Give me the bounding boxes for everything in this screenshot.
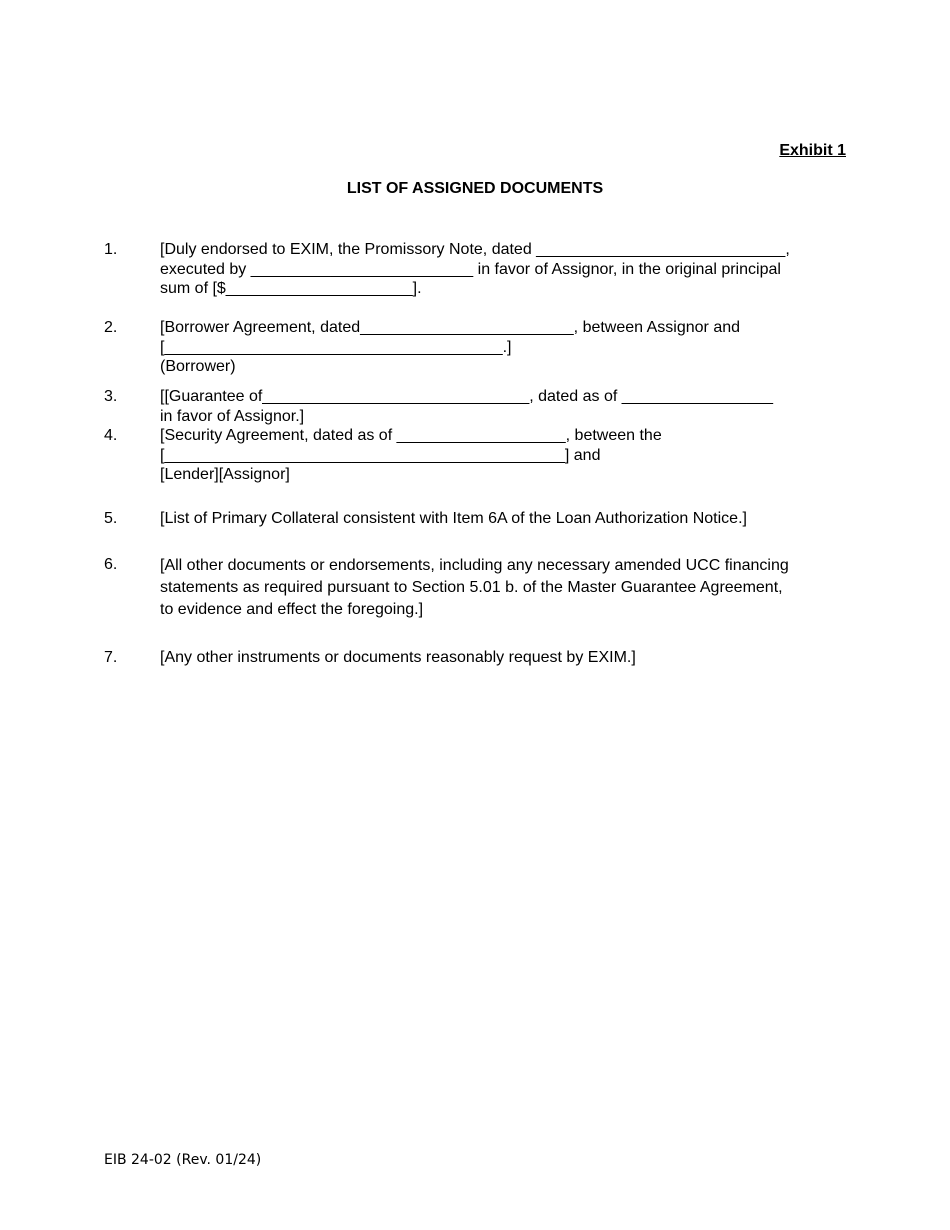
list-item <box>104 648 844 668</box>
item-number: 2. <box>104 319 118 336</box>
item-number: 7. <box>104 649 118 666</box>
list-item <box>104 426 844 485</box>
list-item <box>104 240 844 299</box>
item-text: [Duly endorsed to EXIM, the Promissory Note, dated ____________________________, executed by _________________________ in favor of Assignor, in the original principal sum of [$_____________________]. <box>160 241 790 297</box>
item-number: 4. <box>104 427 118 444</box>
exhibit-label: Exhibit 1 <box>779 142 846 159</box>
document-title: LIST OF ASSIGNED DOCUMENTS <box>346 180 604 197</box>
list-item <box>104 509 844 529</box>
item-number: 1. <box>104 241 118 258</box>
item-text: [All other documents or endorsements, including any necessary amended UCC financing statements as required pursuant to Section 5.01 b. of the Master Guarantee Agreement, to evidence and effect the foregoing.] <box>160 557 789 618</box>
item-text: [Any other instruments or documents reasonably request by EXIM.] <box>160 649 636 666</box>
item-number: 3. <box>104 388 118 405</box>
item-number: 5. <box>104 510 118 527</box>
item-text: [List of Primary Collateral consistent with Item 6A of the Loan Authorization Notice.] <box>160 510 747 527</box>
item-text: [[Guarantee of______________________________, dated as of _________________ in favor of Assignor.] <box>160 388 774 425</box>
form-id-footer: EIB 24-02 (Rev. 01/24) <box>104 1152 262 1168</box>
list-item <box>104 555 844 621</box>
list-item <box>104 387 844 426</box>
item-text: [Security Agreement, dated as of ___________________, between the [_____________________________________________] and [Lender][Assignor] <box>160 427 662 483</box>
item-text: [Borrower Agreement, dated________________________, between Assignor and [______________________________________.] (Borrower) <box>160 319 741 375</box>
list-item <box>104 318 844 377</box>
item-number: 6. <box>104 556 118 573</box>
